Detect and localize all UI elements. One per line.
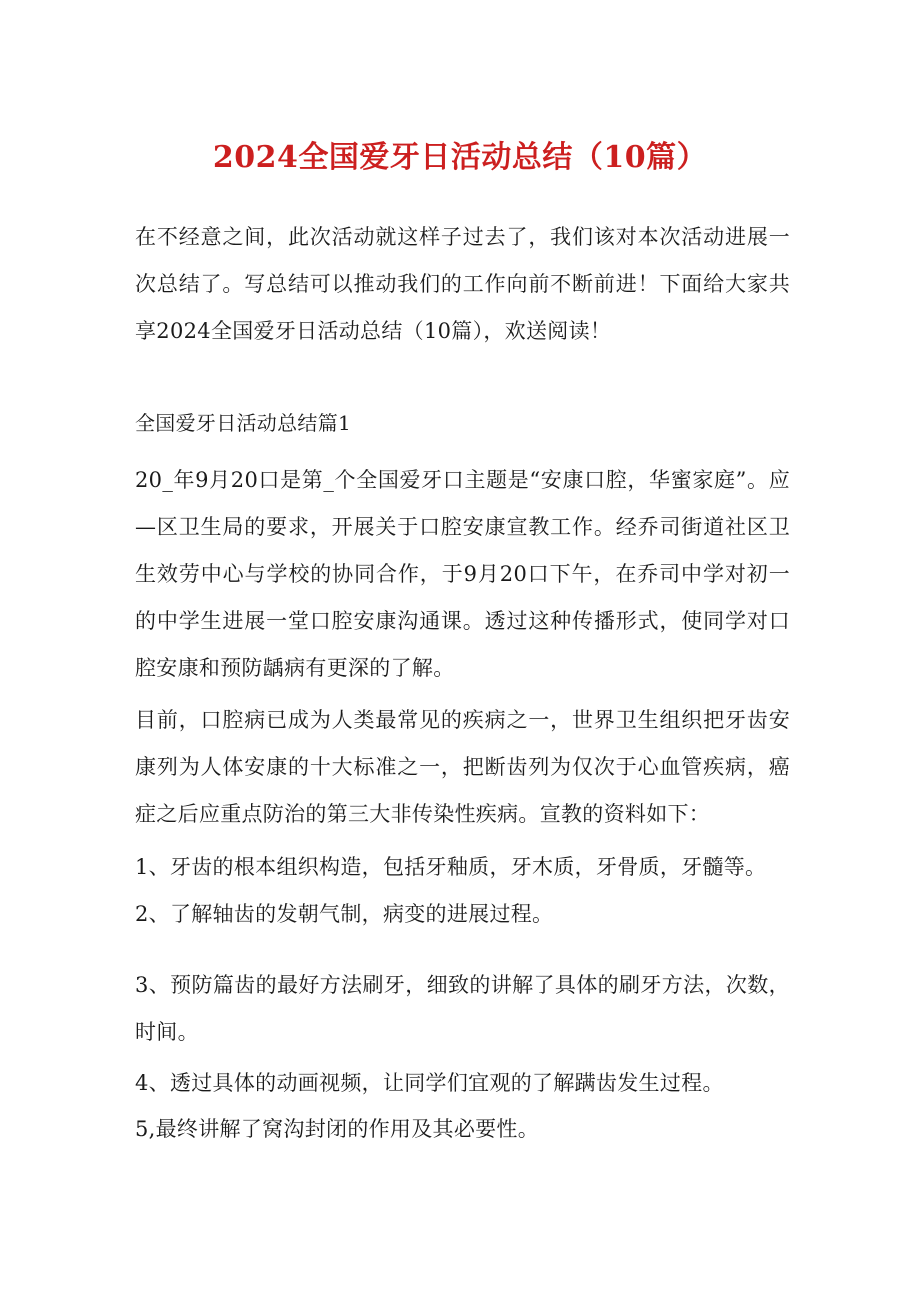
intro-paragraph: 在不经意之间，此次活动就这样子过去了，我们该对本次活动进展一次总结了。写总结可以推动我们的工作向前不断前进！下面给大家共享2024全国爱牙日活动总结（10篇），欢送阅读！ — [135, 225, 790, 343]
body-paragraph-2: 目前，口腔病已成为人类最常见的疾病之一，世界卫生组织把牙齿安康列为人体安康的十大标准之一，把断齿列为仅次于心血管疾病，癌症之后应重点防治的第三大非传染性疾病。宣教的资料如下： — [135, 708, 790, 826]
list-item-4: 4、透过具体的动画视频，让同学们宜观的了解蹒齿发生过程。 — [135, 1071, 724, 1095]
list-item-2: 2、了解轴齿的发朝气制，病变的进展过程。 — [135, 902, 554, 926]
list-item-3: 3、预防篇齿的最好方法刷牙，细致的讲解了具体的刷牙方法，次数，时间。 — [135, 973, 790, 1044]
list-item-1: 1、牙齿的根本组织构造，包括牙釉质，牙木质，牙骨质，牙髓等。 — [135, 855, 767, 879]
body-paragraph-1: 20_年9月20口是第_个全国爱牙口主题是“安康口腔，华蜜家庭”。应—区卫生局的要求，开展关于口腔安康宣教工作。经乔司街道社区卫生效劳中心与学校的协同合作，于9月20口下午，在乔司中学对初一的中学生进展一堂口腔安康沟通课。透过这种传播形式，使同学对口腔安康和预防龋病有更深的了解。 — [135, 468, 790, 680]
document-title: 2024全国爱牙日活动总结（10篇） — [212, 140, 708, 175]
list-item-5: 5,最终讲解了窝沟封闭的作用及其必要性。 — [135, 1117, 540, 1141]
section-heading: 全国爱牙日活动总结篇1 — [135, 411, 352, 435]
